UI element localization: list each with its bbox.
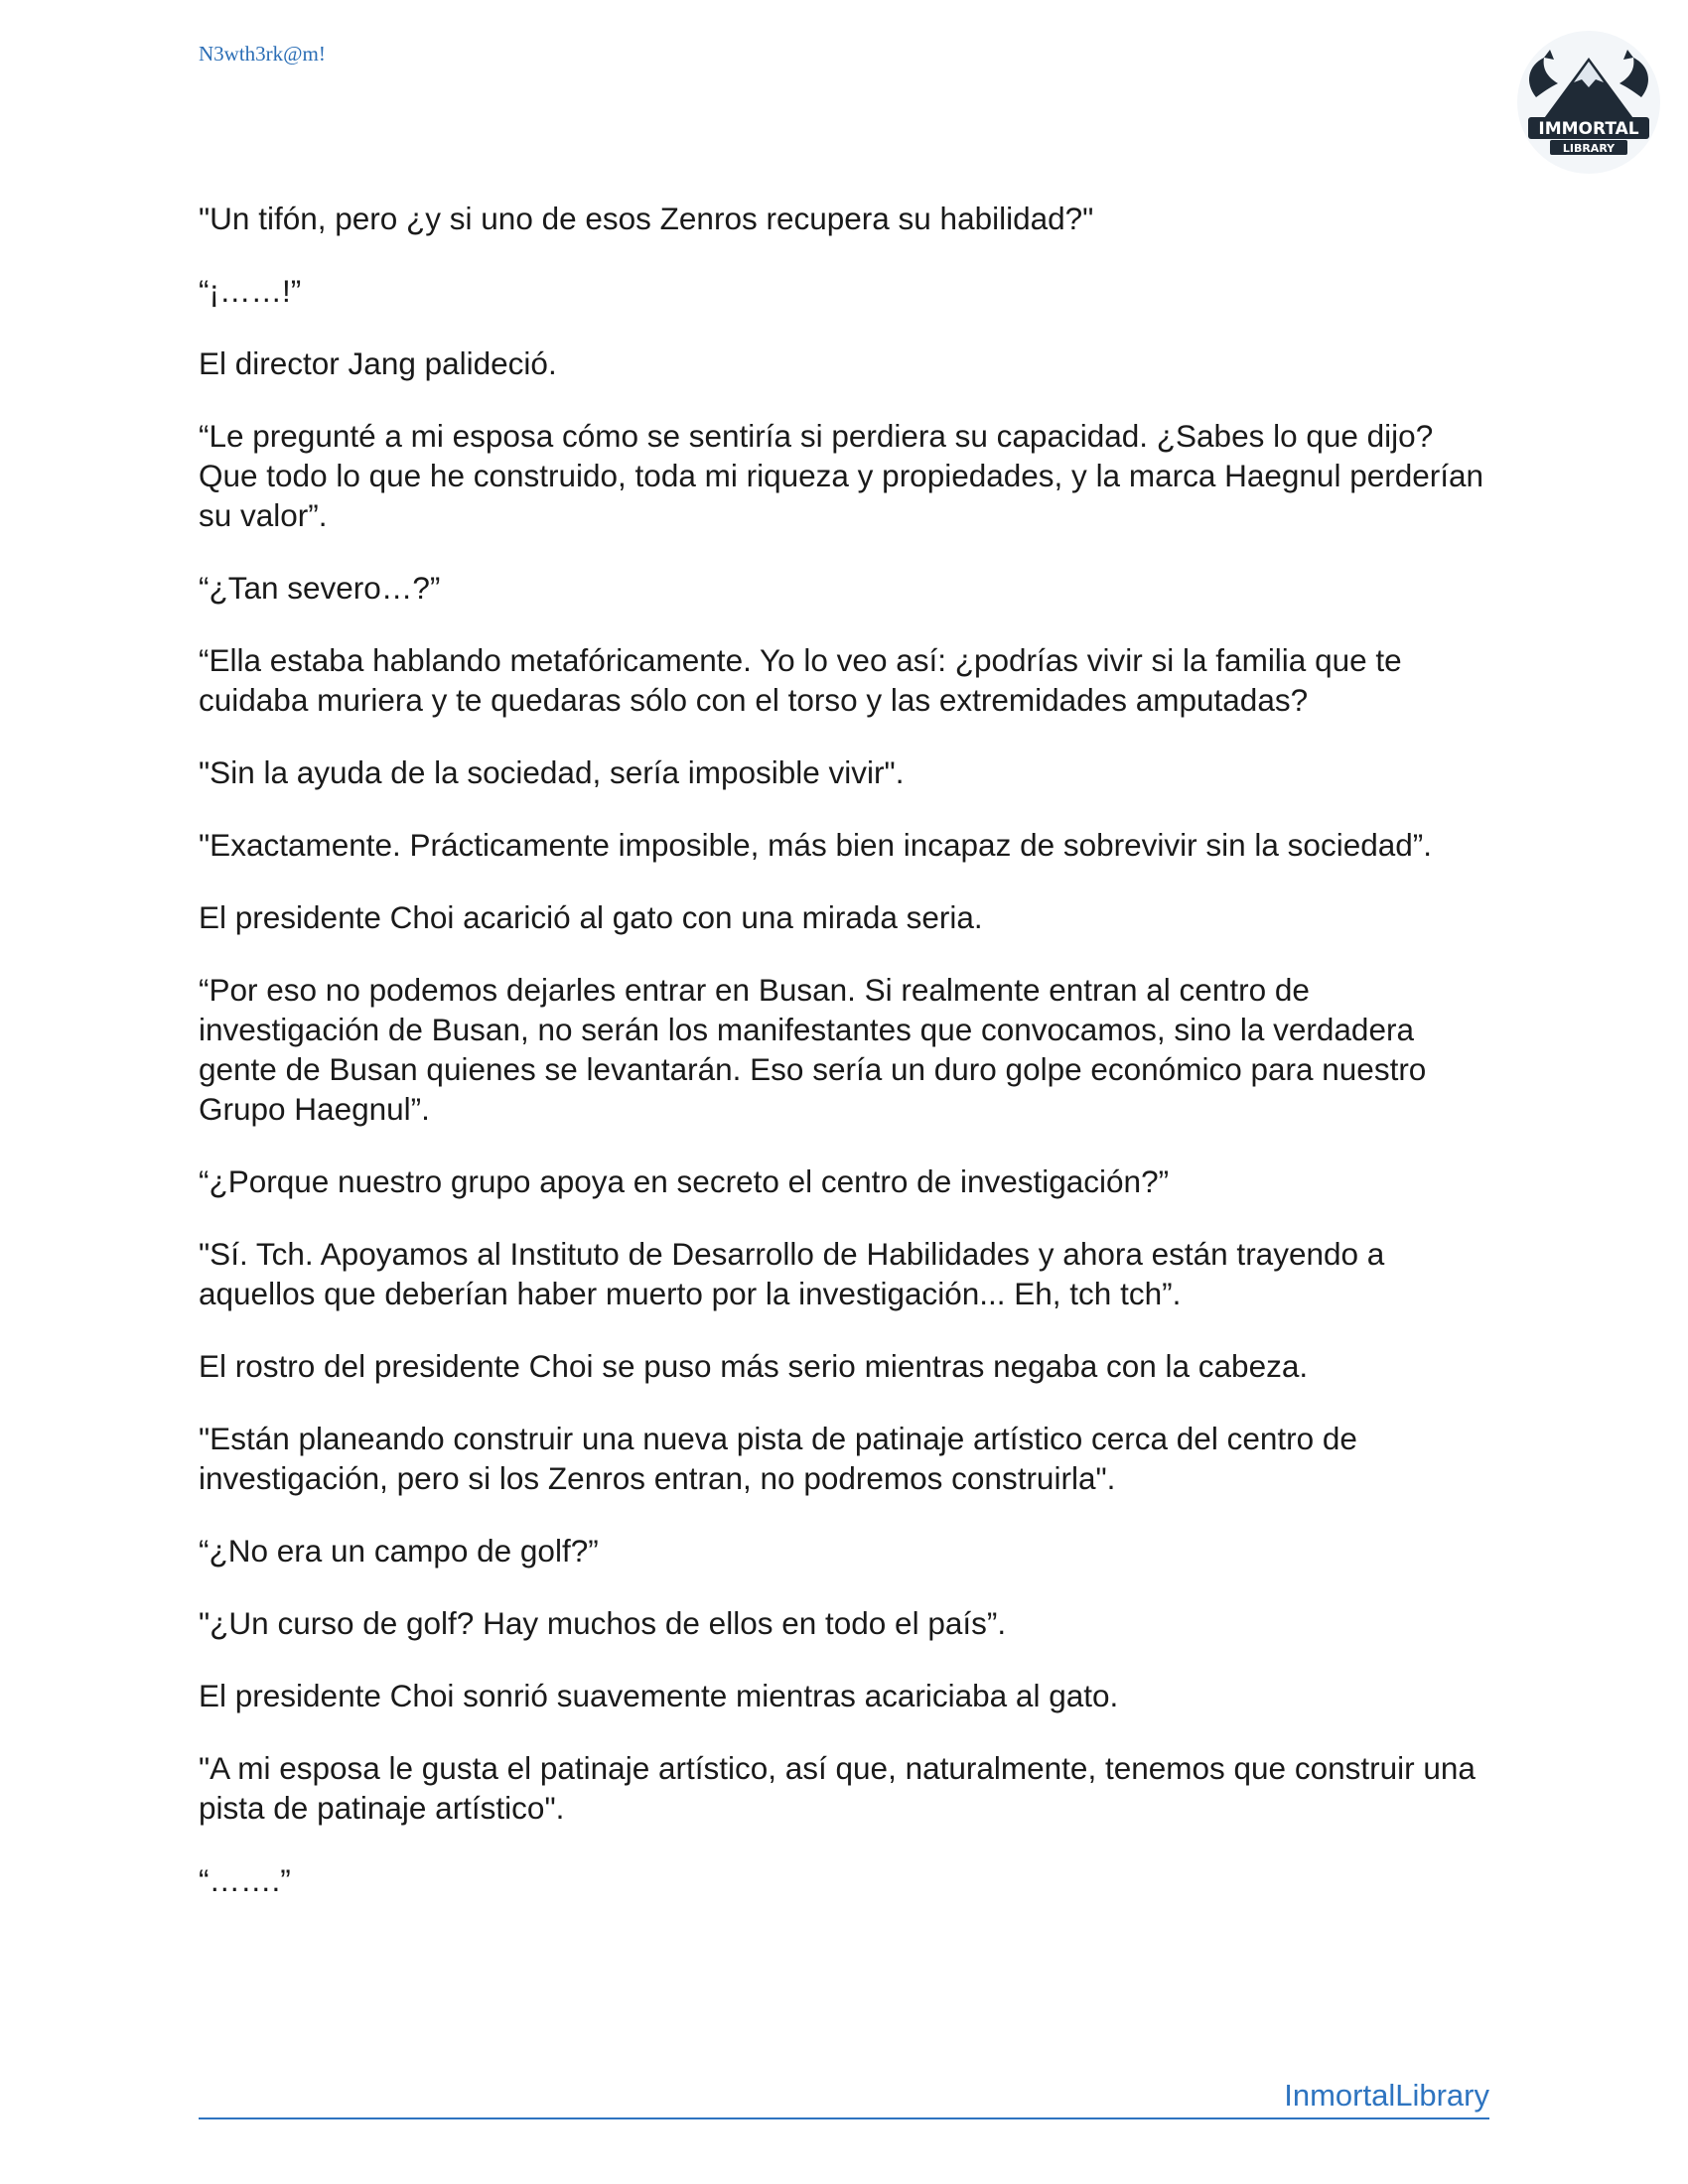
logo-emblem [1514,28,1663,177]
logo-text-line2: LIBRARY [1562,142,1616,155]
paragraph: “Por eso no podemos dejarles entrar en Busan. Si realmente entran al centro de investigación de Busan, no serán los manifestantes que convocamos, sino la verdadera gente de Busan quienes se levantarán. Eso sería un duro golpe económico para nuestro Grupo Haegnul”. [199,972,1427,1127]
paragraph: "A mi esposa le gusta el patinaje artístico, así que, naturalmente, tenemos que construir una pista de patinaje artístico". [199,1750,1476,1826]
paragraph: “¿Tan severo…?” [199,570,441,606]
document-body [199,199,1489,1933]
paragraph: “…….” [199,1862,291,1898]
paragraph: “¿Porque nuestro grupo apoya en secreto el centro de investigación?” [199,1163,1170,1199]
paragraph: El presidente Choi sonrió suavemente mientras acariciaba al gato. [199,1678,1119,1713]
logo-text-line1: IMMORTAL [1538,119,1639,139]
paragraph: “Le pregunté a mi esposa cómo se sentiría si perdiera su capacidad. ¿Sabes lo que dijo? Que todo lo que he construido, toda mi riqueza y propiedades, y la marca Haegnul perderían su valor”. [199,418,1484,533]
paragraph: “¡……!” [199,273,302,309]
paragraph: "Sí. Tch. Apoyamos al Instituto de Desarrollo de Habilidades y ahora están trayendo a aquellos que deberían haber muerto por la investigación... Eh, tch tch”. [199,1236,1385,1311]
paragraph: El presidente Choi acarició al gato con una mirada seria. [199,899,983,935]
paragraph: "Están planeando construir una nueva pista de patinaje artístico cerca del centro de investigación, pero si los Zenros entran, no podremos construirla". [199,1421,1357,1496]
paragraph: El director Jang palideció. [199,345,557,381]
immortal-library-logo [1514,28,1663,177]
paragraph: "¿Un curso de golf? Hay muchos de ellos en todo el país”. [199,1605,1007,1641]
paragraph: "Exactamente. Prácticamente imposible, más bien incapaz de sobrevivir sin la sociedad”. [199,827,1433,863]
paragraph: El rostro del presidente Choi se puso más serio mientras negaba con la cabeza. [199,1348,1309,1384]
paragraph: “Ella estaba hablando metafóricamente. Yo lo veo así: ¿podrías vivir si la familia que te cuidaba muriera y te quedaras sólo con el torso y las extremidades amputadas? [199,642,1402,718]
footer-link[interactable]: InmortalLibrary [1284,2078,1489,2113]
paragraph: "Un tifón, pero ¿y si uno de esos Zenros recupera su habilidad?" [199,201,1094,236]
header-tag: N3wth3rk@m! [199,42,326,66]
paragraph: "Sin la ayuda de la sociedad, sería imposible vivir". [199,754,905,790]
paragraph: “¿No era un campo de golf?” [199,1533,599,1569]
footer [199,2078,1489,2119]
